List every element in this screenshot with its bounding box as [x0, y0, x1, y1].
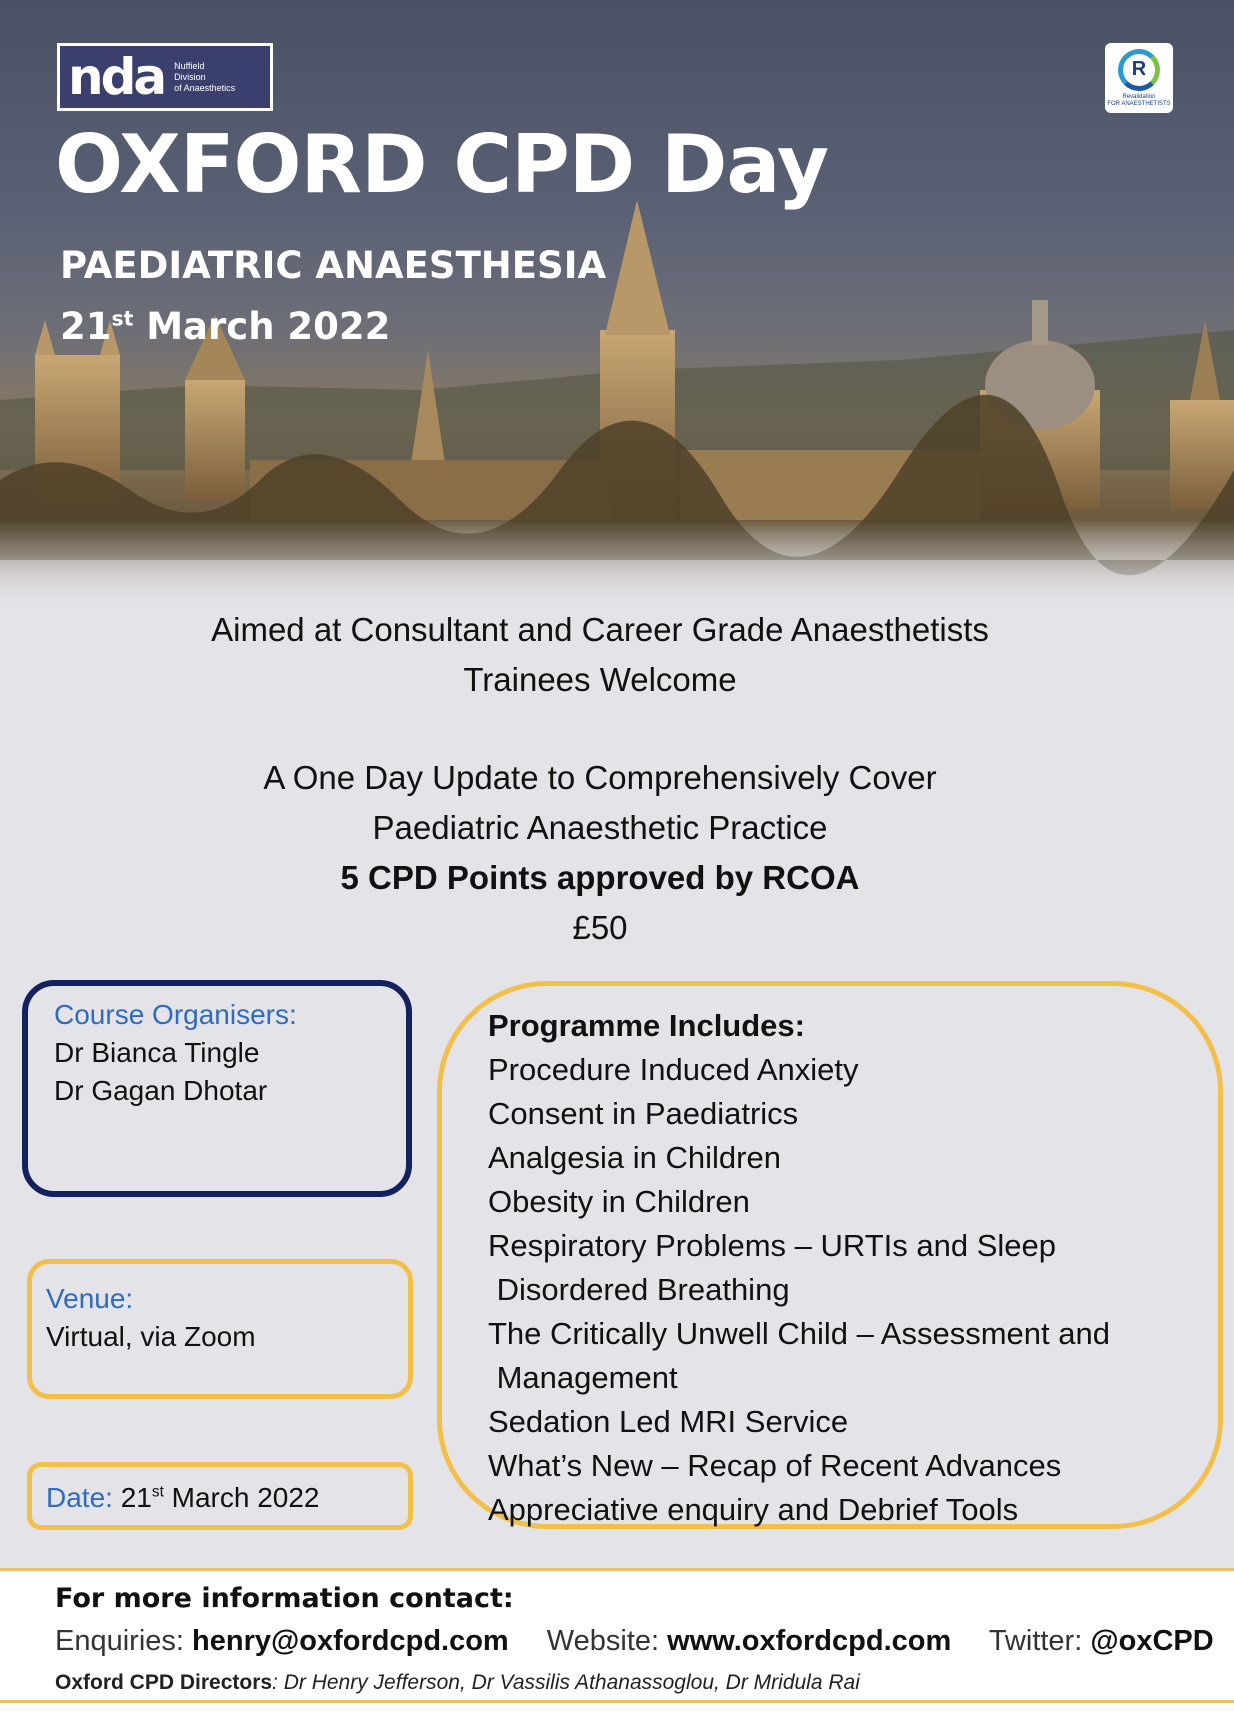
enquiries-email-link[interactable]: henry@oxfordcpd.com — [192, 1625, 509, 1657]
twitter-label: Twitter: — [988, 1625, 1091, 1657]
event-date — [60, 305, 390, 348]
hero-banner — [0, 0, 1234, 610]
enquiries-label: Enquiries: — [55, 1625, 193, 1657]
course-description — [0, 753, 1200, 953]
enquiries — [55, 1625, 509, 1657]
twitter-handle-link[interactable]: @oxCPD — [1090, 1625, 1214, 1657]
contact-heading: For more information contact: — [55, 1583, 514, 1614]
revalidation-icon: R — [1118, 49, 1160, 91]
organiser-name: Dr Gagan Dhotar — [54, 1075, 268, 1106]
footer-divider-bottom — [0, 1700, 1234, 1703]
programme-item: Sedation Led MRI Service — [488, 1404, 849, 1439]
audience-info — [0, 605, 1200, 705]
organisers-box — [22, 980, 412, 1197]
trainees-line: Trainees Welcome — [463, 661, 737, 698]
event-date-suffix: st — [111, 306, 134, 331]
venue-heading: Venue: — [46, 1283, 134, 1314]
date-day: 21 — [120, 1482, 152, 1513]
nda-text-line: of Anaesthetics — [174, 82, 236, 93]
programme-heading: Programme Includes: — [488, 1008, 805, 1043]
directors-label: Oxford CPD Directors — [55, 1671, 273, 1694]
price: £50 — [572, 909, 628, 946]
programme-item: What’s New – Recap of Recent Advances — [488, 1448, 1062, 1483]
website — [547, 1625, 951, 1657]
programme-item: Management — [488, 1360, 678, 1395]
revalidation-text-line: Revalidation — [1122, 93, 1156, 100]
programme-item: Appreciative enquiry and Debrief Tools — [488, 1492, 1019, 1527]
revalidation-text-line: FOR ANAESTHETISTS — [1107, 100, 1171, 107]
nda-text-line: Nuffield — [174, 60, 205, 71]
website-label: Website: — [546, 1625, 668, 1657]
programme-item: The Critically Unwell Child – Assessment and — [488, 1316, 1110, 1351]
programme-box — [437, 981, 1223, 1529]
organiser-name: Dr Bianca Tingle — [54, 1037, 260, 1068]
organisers-heading: Course Organisers: — [54, 999, 297, 1030]
website-link[interactable]: www.oxfordcpd.com — [667, 1625, 952, 1657]
nda-text-line: Division — [174, 71, 206, 82]
date-box — [27, 1462, 413, 1530]
twitter — [989, 1625, 1214, 1657]
nda-logo-text — [174, 61, 235, 94]
programme-item: Procedure Induced Anxiety — [488, 1052, 859, 1087]
description-line: A One Day Update to Comprehensively Cover — [263, 759, 937, 796]
date-heading: Date: — [46, 1482, 113, 1513]
cpd-points: 5 CPD Points approved by RCOA — [340, 859, 860, 896]
programme-item: Respiratory Problems – URTIs and Sleep — [488, 1228, 1057, 1263]
event-date-rest: March 2022 — [133, 305, 391, 348]
directors-line — [55, 1671, 860, 1695]
nda-logo-mark: nda — [68, 48, 165, 106]
programme-item: Analgesia in Children — [488, 1140, 781, 1175]
date-rest: March 2022 — [163, 1482, 320, 1513]
revalidation-text — [1107, 94, 1170, 108]
event-date-day: 21 — [60, 305, 112, 348]
venue-value: Virtual, via Zoom — [46, 1321, 256, 1352]
programme-item: Obesity in Children — [488, 1184, 750, 1219]
audience-line: Aimed at Consultant and Career Grade Anaesthetists — [211, 611, 989, 648]
event-subtitle: PAEDIATRIC ANAESTHESIA — [60, 244, 607, 287]
nda-logo — [57, 43, 273, 111]
programme-item: Disordered Breathing — [488, 1272, 790, 1307]
directors-names: : Dr Henry Jefferson, Dr Vassilis Athanassoglou, Dr Mridula Rai — [272, 1671, 860, 1694]
description-line: Paediatric Anaesthetic Practice — [372, 809, 828, 846]
programme-item: Consent in Paediatrics — [488, 1096, 799, 1131]
revalidation-logo — [1105, 43, 1173, 113]
contact-footer — [0, 1571, 1234, 1714]
venue-box — [27, 1259, 413, 1399]
page-title: OXFORD CPD Day — [55, 118, 829, 211]
date-value — [121, 1482, 320, 1513]
contact-row — [55, 1625, 1214, 1658]
date-suffix: st — [151, 1483, 164, 1501]
